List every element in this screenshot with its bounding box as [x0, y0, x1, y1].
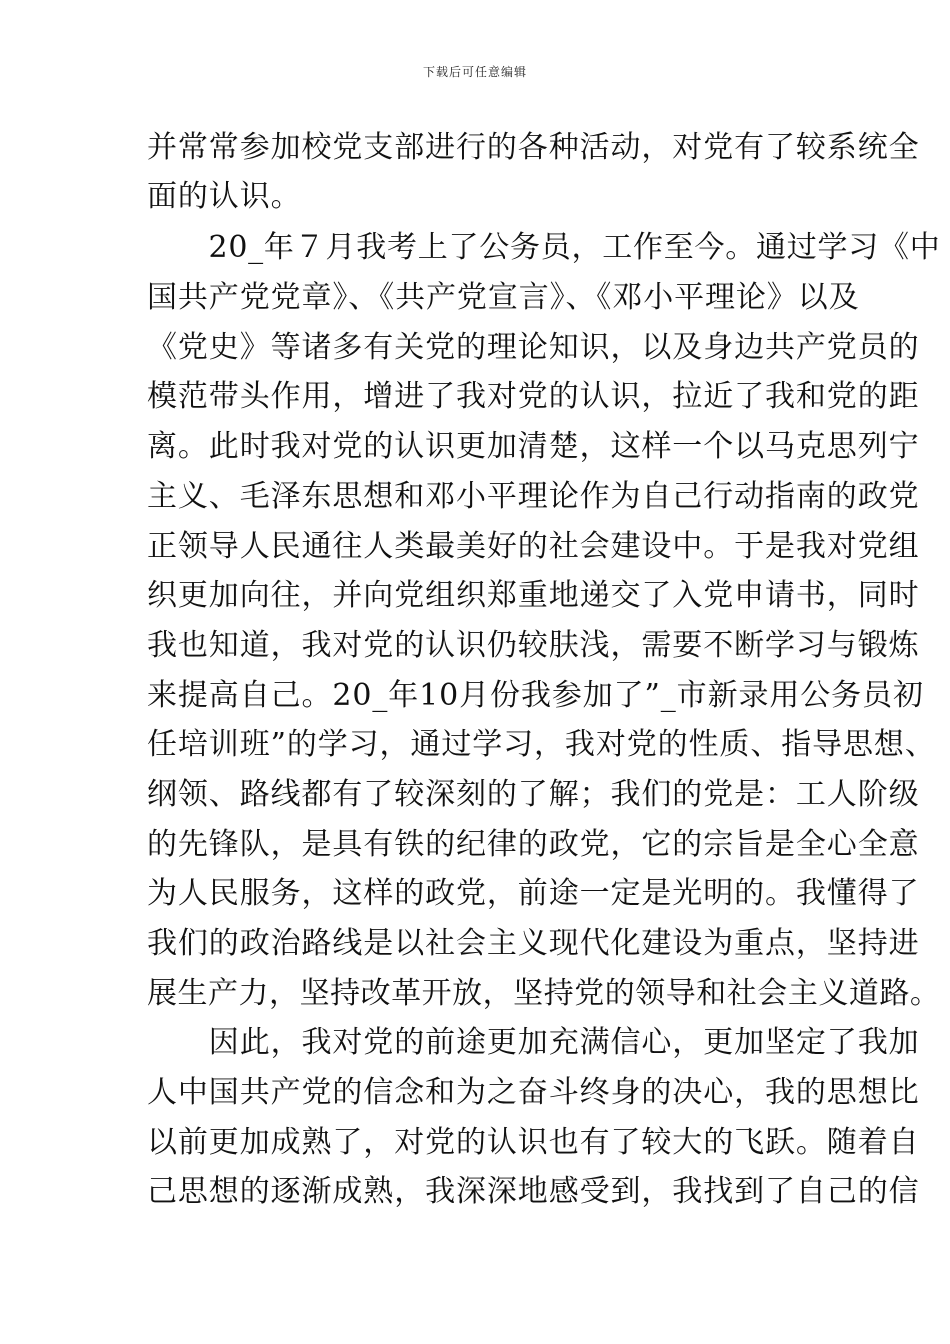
body-text-line: 来提高自己。20_年10月份我参加了”_市新录用公务员初	[147, 678, 924, 713]
body-text-line: 国共产党党章》、《共产党宣言》、《邓小平理论》以及	[147, 280, 860, 315]
body-text-line: 任培训班”的学习，通过学习，我对党的性质、指导思想、	[147, 727, 936, 762]
body-text-line: 为人民服务，这样的政党，前途一定是光明的。我懂得了	[147, 876, 920, 911]
body-text-line: 模范带头作用，增进了我对党的认识，拉近了我和党的距	[147, 379, 920, 414]
body-text-line: 主义、毛泽东思想和邓小平理论作为自己行动指南的政党	[147, 479, 920, 514]
body-text-line: 正领导人民通往人类最美好的社会建设中。于是我对党组	[147, 529, 920, 564]
page-header: 下载后可任意编辑	[422, 65, 527, 79]
body-text-line: 纲领、路线都有了较深刻的了解；我们的党是：工人阶级	[147, 777, 920, 812]
body-text-line: 我也知道，我对党的认识仍较肤浅，需要不断学习与锻炼	[147, 628, 920, 663]
body-text-line: 展生产力，坚持改革开放，坚持党的领导和社会主义道路。	[147, 976, 941, 1011]
body-text-line: 己思想的逐渐成熟，我深深地感受到，我找到了自己的信	[147, 1174, 920, 1209]
body-text-line: 以前更加成熟了，对党的认识也有了较大的飞跃。随着自	[147, 1125, 920, 1160]
body-text-line: 离。此时我对党的认识更加清楚，这样一个以马克思列宁	[147, 429, 920, 464]
body-text-line: 面的认识。	[147, 179, 302, 214]
body-text-line: 因此，我对党的前途更加充满信心，更加坚定了我加	[147, 1025, 920, 1060]
body-text-line: 的先锋队，是具有铁的纪律的政党，它的宗旨是全心全意	[147, 827, 920, 862]
body-text-line: 20_年７月我考上了公务员，工作至今。通过学习《中	[147, 230, 941, 265]
body-text-line: 《党史》等诸多有关党的理论知识，以及身边共产党员的	[147, 330, 920, 365]
body-text-line: 并常常参加校党支部进行的各种活动，对党有了较系统全	[147, 130, 920, 165]
body-text-line: 织更加向往，并向党组织郑重地递交了入党申请书，同时	[147, 578, 920, 613]
body-text-line: 我们的政治路线是以社会主义现代化建设为重点，坚持进	[147, 926, 920, 961]
body-text-line: 人中国共产党的信念和为之奋斗终身的决心，我的思想比	[147, 1075, 920, 1110]
